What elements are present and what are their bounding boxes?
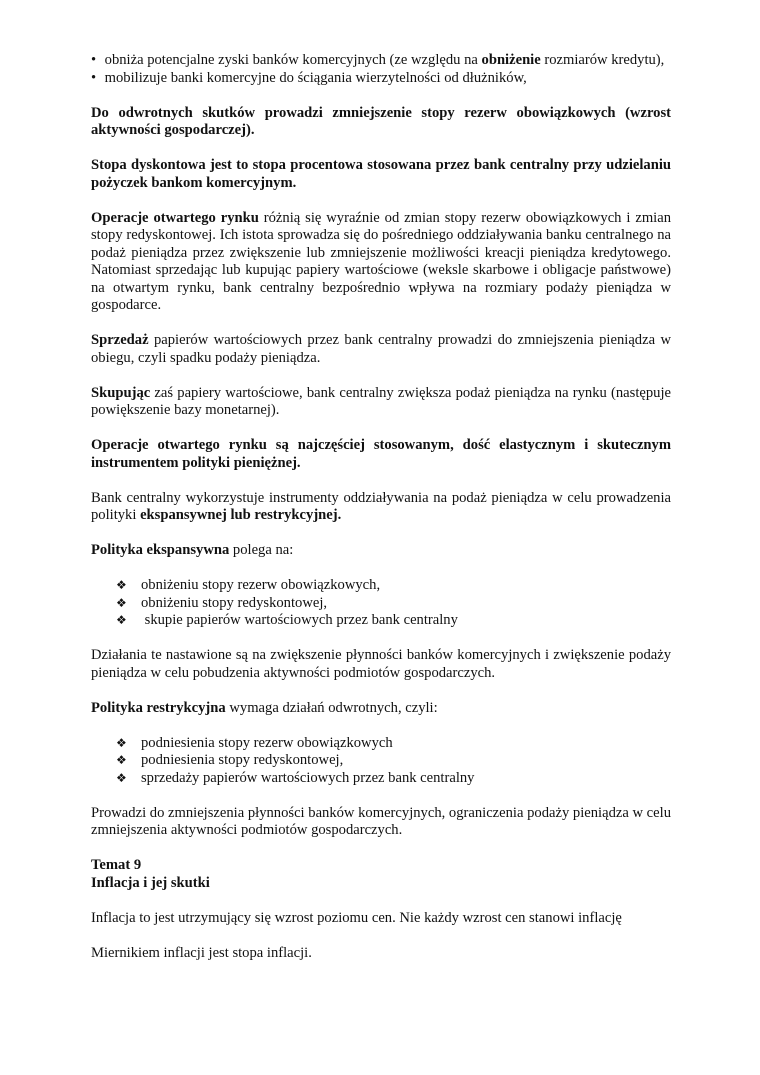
list-item: • mobilizuje banki komercyjne do ściągania wierzytelności od dłużników,	[91, 69, 527, 86]
list-item: ❖ obniżeniu stopy redyskontowej,	[116, 594, 328, 611]
list-item: • obniża potencjalne zyski banków komercyjnych (ze względu na obniżenie rozmiarów kredytu),	[91, 52, 665, 68]
bullet-icon: •	[91, 52, 97, 68]
bullet-icon: •	[91, 69, 97, 86]
paragraph-discount-rate: Stopa dyskontowa jest to stopa procentowa stosowana przez bank centralny przy udzielaniu pożyczek bankom komercyjnym.	[91, 157, 671, 191]
paragraph-most-used: Operacje otwartego rynku są najczęściej stosowanym, dość elastycznym i skutecznym instrumentem polityki pieniężnej.	[91, 437, 671, 471]
list-item: ❖ sprzedaży papierów wartościowych przez bank centralny	[116, 769, 475, 786]
paragraph-inflation-definition: Inflacja to jest utrzymujący się wzrost poziomu cen. Nie każdy wzrost cen stanowi inflację	[91, 909, 622, 926]
paragraph-instruments: Bank centralny wykorzystuje instrumenty oddziaływania na podaż pieniądza w celu prowadzenia polityki ekspansywnej lub restrykcyjnej.	[91, 489, 671, 523]
restrictive-policy-list	[91, 735, 671, 788]
diamond-bullet-icon: ❖	[116, 753, 127, 767]
list-item: ❖ obniżeniu stopy rezerw obowiązkowych,	[116, 577, 381, 593]
diamond-bullet-icon: ❖	[116, 770, 127, 785]
topic-title: Inflacja i jej skutki	[91, 874, 210, 891]
paragraph-inflation-measure: Miernikiem inflacji jest stopa inflacji.	[91, 944, 312, 961]
diamond-bullet-icon: ❖	[116, 595, 127, 610]
restrictive-policy-heading: Polityka restrykcyjna wymaga działań odwrotnych, czyli:	[91, 699, 438, 716]
topic-number: Temat 9	[91, 857, 142, 873]
paragraph-open-market: Operacje otwartego rynku różnią się wyraźnie od zmian stopy rezerw obowiązkowych i zmian stopy redyskontowej. Ich istota sprowadza się do pośredniego oddziaływania banku centralnego na podaż pieniądza przez zwiększenie lub zmniejszenie możliwości kreacji pieniądza kredytowego. Natomiast sprzedając lub kupując papiery wartościowe (weksle skarbowe i obligacje państwowe) na otwartym rynku, bank centralny bezpośrednio wpływa na rozmiary podaży pieniądza w gospodarce.	[91, 209, 672, 313]
diamond-bullet-icon: ❖	[116, 735, 127, 750]
list-item: ❖ podniesienia stopy rezerw obowiązkowych	[116, 734, 393, 751]
paragraph-actions: Działania te nastawione są na zwiększenie płynności banków komercyjnych i zwiększenie podaży pieniądza w celu pobudzenia aktywności podmiotów gospodarczych.	[91, 647, 671, 681]
paragraph-reserve-effect: Do odwrotnych skutków prowadzi zmniejszenie stopy rezerw obowiązkowych (wzrost aktywności gospodarczej).	[91, 104, 671, 138]
list-item: ❖ skupie papierów wartościowych przez bank centralny	[116, 612, 458, 628]
paragraph-buy: Skupując zaś papiery wartościowe, bank centralny zwiększa podaż pieniądza na rynku (następuje powiększenie bazy monetarnej).	[91, 384, 671, 418]
expansive-policy-list	[91, 577, 671, 630]
expansive-policy-heading: Polityka ekspansywna polega na:	[91, 542, 294, 558]
document-body	[91, 52, 671, 962]
paragraph-leads: Prowadzi do zmniejszenia płynności banków komercyjnych, ograniczenia podaży pieniądza w celu zmniejszenia aktywności podmiotów gospodarczych.	[91, 804, 671, 838]
paragraph-sale: Sprzedaż papierów wartościowych przez bank centralny prowadzi do zmniejszenia pieniądza w obiegu, czyli spadku podaży pieniądza.	[91, 332, 671, 366]
diamond-bullet-icon: ❖	[116, 578, 127, 592]
diamond-bullet-icon: ❖	[116, 613, 127, 627]
list-item: ❖ podniesienia stopy redyskontowej,	[116, 752, 344, 768]
